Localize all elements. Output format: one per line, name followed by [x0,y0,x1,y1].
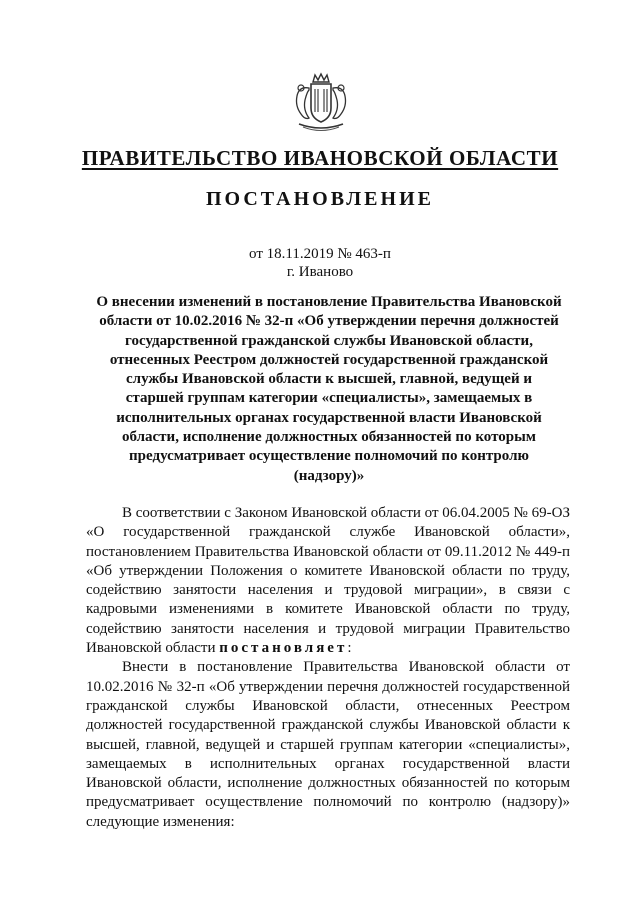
document-date-number: от 18.11.2019 № 463-п [249,246,391,262]
document-subject: О внесении изменений в постановление Правительства Ивановской области от 10.02.2016 № 32-п «Об утверждении перечня должностей государственной гражданской службы Ивановской области, отнесенных Реестром должностей государственной гражданской службы Ивановской области к высшей, главной, ведущей и старшей группам категории «специалисты», замещаемых в исполнительных органах государственной власти Ивановской области, исполнение должностных обязанностей по которым предусматривает осуществление полномочий по контролю (надзору)» [96,294,562,484]
decree-word: постановляет [219,640,348,657]
government-heading [0,146,640,171]
document-city: г. Иваново [286,264,354,280]
document-body [86,504,570,832]
paragraph-1-text: В соответствии с Законом Ивановской области от 06.04.2005 № 69-ОЗ «О государственной гражданской службе Ивановской области», постановлением Правительства Ивановской области от 09.11.2012 № 449-п «Об утверждении Положения о комитете Ивановской области по труду, содействию занятости населения и трудовой миграции», в связи с кадровыми изменениями в комитете Ивановской области по труду, содействию занятости населения и трудовой миграции Правительство Ивановской области [86,505,570,657]
body-paragraph-2: Внести в постановление Правительства Ивановской области от 10.02.2016 № 32-п «Об утверждении перечня должностей государственной гражданской службы Ивановской области, отнесенных Реестром должностей государственной гражданской службы Ивановской области к высшей, главной, ведущей и старшей группам категории «специалисты», замещаемых в исполнительных органах государственной власти Ивановской области, исполнение должностных обязанностей по которым предусматривает осуществление полномочий по контролю (надзору)» следующие изменения: [86,659,570,830]
body-paragraph-1 [86,504,570,658]
government-name: ПРАВИТЕЛЬСТВО ИВАНОВСКОЙ ОБЛАСТИ [81,146,559,170]
ivanovo-oblast-coat-of-arms-icon [289,72,353,132]
paragraph-1-ending: : [347,640,352,657]
document-type: ПОСТАНОВЛЕНИЕ [206,188,434,210]
